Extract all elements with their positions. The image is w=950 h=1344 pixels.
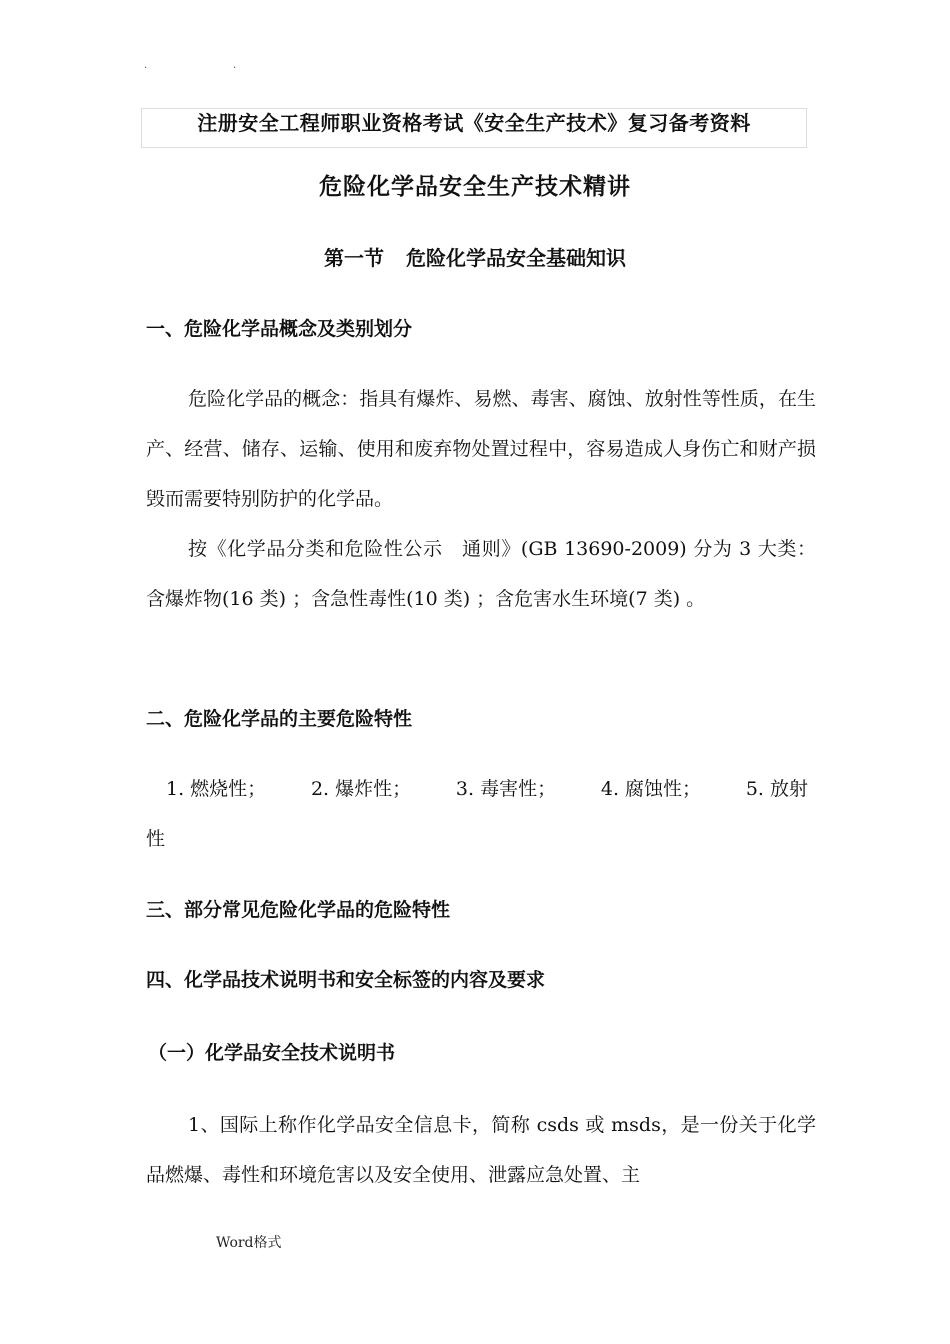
hazard-item: 5. 放射 bbox=[745, 778, 808, 800]
paragraph-classification: 按《化学品分类和危险性公示 通则》(GB 13690-2009) 分为 3 大类：含爆炸物(16 类) ；含急性毒性(10 类) ；含危害水生环境(7 类) 。 bbox=[146, 538, 816, 610]
subheading-sds: （一）化学品安全技术说明书 bbox=[148, 1042, 396, 1064]
hazard-list bbox=[146, 764, 816, 864]
corner-mark-left: · bbox=[144, 63, 148, 74]
section-name: 危险化学品安全基础知识 bbox=[406, 246, 626, 270]
paragraph-definition: 危险化学品的概念：指具有爆炸、易燃、毒害、腐蚀、放射性等性质，在生产、经营、储存、运输、使用和废弃物处置过程中，容易造成人身伤亡和财产损毁而需要特别防护的化学品。 bbox=[146, 388, 816, 510]
hazard-item: 1. 燃烧性； bbox=[166, 778, 267, 800]
section-number: 第一节 bbox=[324, 246, 384, 270]
corner-mark-right: · bbox=[233, 63, 237, 74]
document-title: 危险化学品安全生产技术精讲 bbox=[319, 173, 631, 200]
hazard-item-tail: 性 bbox=[146, 828, 166, 850]
section-title bbox=[0, 244, 950, 272]
document-header: 注册安全工程师职业资格考试《安全生产技术》复习备考资料 bbox=[197, 111, 751, 135]
heading-hazard-properties: 二、危险化学品的主要危险特性 bbox=[146, 708, 413, 730]
footer-label: Word格式 bbox=[216, 1235, 282, 1251]
heading-sds-and-labels: 四、化学品技术说明书和安全标签的内容及要求 bbox=[146, 969, 546, 991]
hazard-item: 4. 腐蚀性； bbox=[600, 778, 702, 800]
hazard-item: 2. 爆炸性； bbox=[310, 778, 412, 800]
paragraph-sds-definition: 1、国际上称作化学品安全信息卡，简称 csds 或 msds，是一份关于化学品燃爆、毒性和环境危害以及安全使用、泄露应急处置、主 bbox=[146, 1114, 816, 1186]
heading-concept: 一、危险化学品概念及类别划分 bbox=[146, 318, 413, 340]
hazard-item: 3. 毒害性； bbox=[455, 778, 557, 800]
heading-common-chemicals: 三、部分常见危险化学品的危险特性 bbox=[146, 899, 451, 921]
